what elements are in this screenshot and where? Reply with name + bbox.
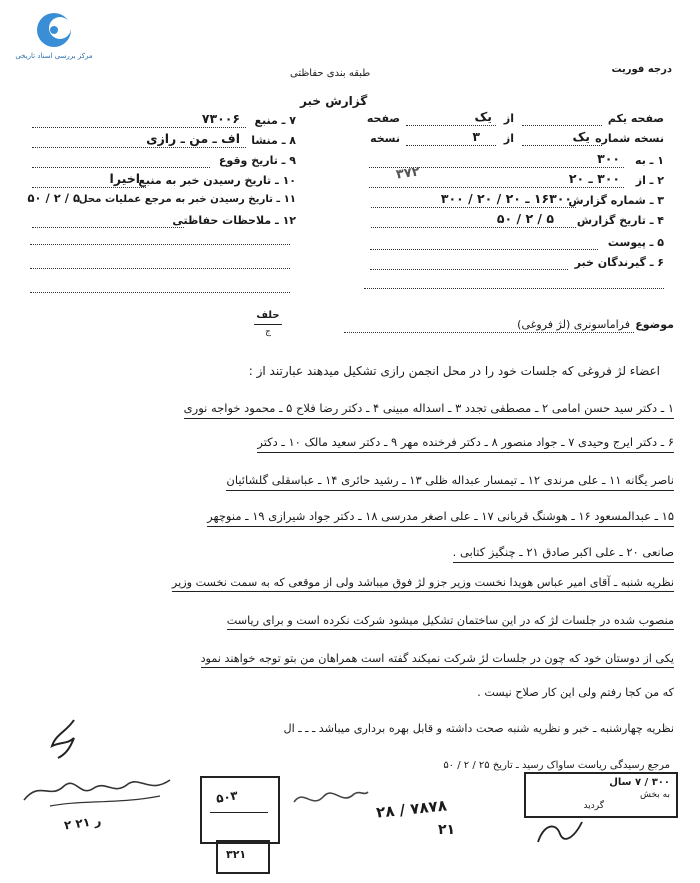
members-line: ۶ ـ دکتر ایرج وحیدی ۷ ـ جواد منصور ۸ ـ دکتر فرخنده مهر ۹ ـ دکتر سعید مالک ۱۰ ـ دکتر	[257, 436, 674, 453]
field-mid: از	[503, 112, 514, 125]
members-line: ناصر یگانه ۱۱ ـ علی مرندی ۱۲ ـ تیمسار عبداله ظلی ۱۳ ـ رشید حائری ۱۴ ـ عباسقلی گلشائیان	[226, 474, 674, 491]
body-intro: اعضاء لژ فروغی که جلسات خود را در محل انجمن رازی تشکیل میدهند عبارتند از :	[248, 364, 660, 378]
field-label: ۹ ـ تاریخ وقوع	[218, 154, 296, 167]
field-value: ۳۰۰ ـ ۲۰	[568, 171, 620, 186]
field-value: اخیرا	[109, 171, 140, 186]
side-stamp-line1: حلف	[256, 310, 280, 321]
members-line: ۱۵ ـ عبدالمسعود ۱۶ ـ هوشنگ قربانی ۱۷ ـ علی اصغر مدرسی ۱۸ ـ دکتر جواد شیرازی ۱۹ ـ منوچهر	[207, 510, 674, 527]
archive-stamp-lower	[216, 840, 270, 874]
field-received-by-source	[30, 171, 296, 190]
handwritten-signature-mid	[290, 782, 370, 816]
routing-stamp	[524, 772, 678, 818]
side-stamp	[250, 310, 286, 338]
signature-mark	[44, 716, 90, 762]
field-source	[30, 111, 296, 130]
note-line: منصوب شده در جلسات لژ که در این ساختمان تشکیل میشود شرکت نکرده است و برای ریاست	[227, 614, 674, 630]
subject-row	[344, 318, 674, 334]
field-label: ۳ ـ شماره گزارش	[568, 194, 664, 207]
field-received-by-authority	[14, 191, 296, 210]
field-page	[364, 109, 664, 128]
field-label: نسخه شماره	[595, 132, 664, 145]
field-value: ۳۰۰	[597, 151, 620, 166]
field-label: ۸ ـ منشا	[251, 134, 296, 147]
archive-stamp-lower-number: ۳۲۱	[226, 848, 247, 861]
handwritten-initial	[530, 814, 590, 850]
field-label: ۱۱ ـ تاریخ رسیدن خبر به مرجع عملیات محل	[78, 194, 296, 205]
report-title: گزارش خبر	[300, 94, 368, 108]
margin-note: ۳۷۲	[395, 164, 421, 183]
handwritten-signature-left	[20, 770, 180, 810]
archive-stamp	[200, 776, 280, 844]
field-label: ۲ ـ از	[635, 174, 664, 187]
classification-label: طبقه بندی حفاظتی	[290, 68, 371, 79]
field-origin	[30, 131, 296, 150]
handwritten-number-2: ۲۱	[438, 822, 456, 838]
field-end: نسخه	[370, 132, 400, 145]
field-label: ۵ ـ پیوست	[607, 236, 664, 249]
subject-label: موضوع	[635, 318, 674, 331]
field-label: ۴ ـ تاریخ گزارش	[576, 214, 664, 227]
field-label: ۱۲ ـ ملاحظات حفاظتی	[172, 214, 296, 227]
note-line: که من کجا رفتم ولی این کار صلاح نیست .	[477, 686, 674, 699]
field-value: اف ـ من ـ رازی	[146, 131, 240, 146]
field-label: ۷ ـ منبع	[254, 114, 296, 127]
field-value: ۷۳۰۰۶	[201, 111, 240, 126]
field-mid-value: ۳	[472, 129, 480, 144]
routing-stamp-line1: ۳۰۰ / ۷ سال	[609, 777, 670, 788]
field-security-notes	[30, 214, 296, 230]
field-attachment	[364, 236, 664, 252]
field-label: ۶ ـ گیرندگان خبر	[574, 256, 664, 269]
archive-logo	[14, 8, 94, 68]
field-report-number	[364, 191, 664, 210]
field-value: یک	[572, 129, 590, 144]
bottom-left-note: ۲ ر ۲۱	[63, 813, 103, 833]
field-recipients	[364, 256, 664, 272]
field-value: ۱۶۳۰۰ ـ ۲۰ / ۲۰ / ۳۰۰	[440, 191, 572, 206]
members-line: صانعی ۲۰ ـ علی اکبر صادق ۲۱ ـ چنگیز کتابی .	[453, 546, 674, 563]
note-wednesday: نظریه چهارشنبه ـ خبر و نظریه شنبه صحت داشته و قابل بهره برداری میباشد ـ ـ ـ ال	[283, 722, 674, 735]
field-mid-value: یک	[474, 109, 492, 124]
archive-name: مرکز بررسی اسناد تاریخی	[15, 52, 93, 60]
field-end: صفحه	[366, 112, 400, 125]
subject-value: فراماسونری (لژ فروغی)	[517, 318, 630, 331]
side-stamp-line2: ج	[265, 327, 271, 337]
note-line: یکی از دوستان خود که چون در جلسات لژ شرکت نمیکند گفته است همراهان من بتو توجه خواهند نمود	[201, 652, 674, 668]
footer-routing-note: مرجع رسیدگی ریاست ساواک رسید ـ تاریخ ۲۵ / ۲ / ۵۰	[443, 760, 670, 771]
field-copy	[364, 129, 664, 148]
field-label: ۱ ـ به	[635, 154, 664, 167]
field-report-date	[364, 211, 664, 230]
field-label: صفحه یکم	[607, 112, 664, 125]
field-value: ۵ / ۲ / ۵۰	[496, 211, 554, 226]
field-mid: از	[503, 132, 514, 145]
handwritten-number: ۲۸ / ۷۸۷۸	[375, 796, 448, 822]
archive-logo-icon	[14, 8, 94, 52]
archive-stamp-number: ۵۰۳	[214, 788, 240, 806]
routing-stamp-line3: گردید	[583, 801, 604, 811]
members-line: ۱ ـ دکتر سید حسن امامی ۲ ـ مصطفی تجدد ۳ ـ اسداله مبینی ۴ ـ دکتر رضا فلاح ۵ ـ محمود خواجه نوری	[184, 402, 674, 419]
priority-label: درجه فوریت	[611, 64, 672, 75]
note-line: نظریه شنبه ـ آقای امیر عباس هویدا نخست وزیر جزو لژ فوق میباشد ولی از موقعی که به سمت نخست وزیر	[172, 576, 674, 592]
field-value: ۵ / ۲ / ۵۰	[27, 191, 80, 205]
field-label: ۱۰ ـ تاریخ رسیدن خبر به منبع	[138, 174, 296, 187]
routing-stamp-line2: به بخش	[640, 790, 670, 800]
field-occurrence-date	[30, 154, 296, 170]
